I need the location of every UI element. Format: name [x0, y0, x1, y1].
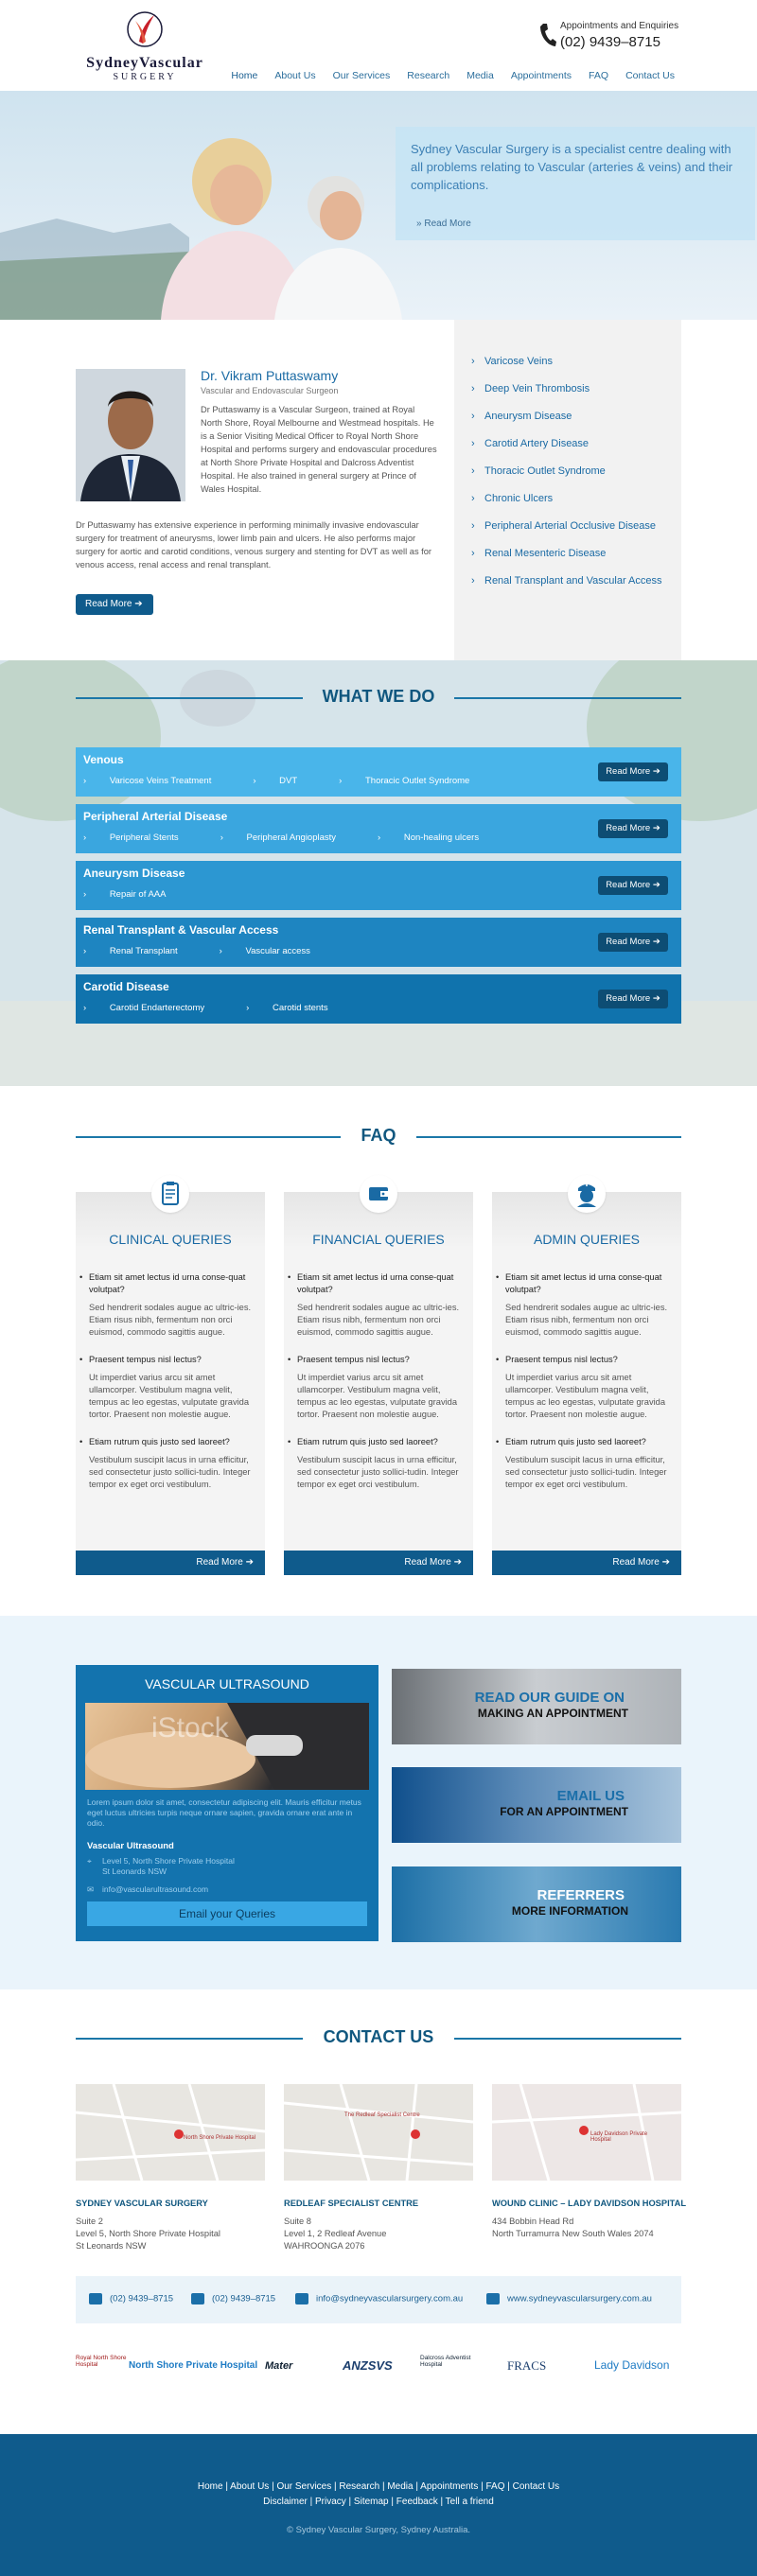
doctor-bio-1: Dr Puttaswamy is a Vascular Surgeon, trained at Royal North Shore, Royal Melbourne and Westmead hospitals. He is a Senior Visiting Medical Officer to Royal North Shore Hospital and performs surgery and endovascular procedures at North Shore Private Hospital and Dalcross Adventist Hospital. He also trained in general surgery at Prince of Wales Hospital. — [201, 405, 437, 494]
title-rule-left — [76, 1136, 341, 1138]
nav-our-services[interactable]: Our Services — [332, 70, 391, 81]
arrow-right-icon: ➔ — [650, 937, 660, 947]
condition-link[interactable]: › Deep Vein Thrombosis — [471, 383, 590, 394]
ultrasound-title: VASCULAR ULTRASOUND — [145, 1676, 309, 1691]
partner-logo: Royal North Shore Hospital — [76, 2355, 127, 2368]
promo-subtitle: MORE INFORMATION — [511, 1904, 628, 1918]
faq-question[interactable]: • Praesent tempus nisl lectus? — [505, 1354, 672, 1366]
faq-card-body — [297, 1271, 464, 1506]
site-header — [0, 0, 757, 91]
faq-card-body — [89, 1271, 255, 1506]
faq-answer: Sed hendrerit sodales augue ac ultric-ies. Etiam risus nibh, fermentum non orci euismod, commodo sagittis augue. — [505, 1303, 668, 1337]
service-read-more-button[interactable]: Read More ➔ — [598, 876, 668, 895]
title-rule-right — [454, 2038, 681, 2040]
phone-icon — [539, 23, 556, 47]
condition-link[interactable]: › Varicose Veins — [471, 356, 553, 367]
hero-intro-text: Sydney Vascular Surgery is a specialist centre dealing with all problems relating to Vascular (arteries & veins) and their complications. — [411, 142, 733, 192]
title-rule-left — [76, 697, 303, 699]
map-pin-icon — [579, 2126, 589, 2135]
condition-link[interactable]: › Renal Transplant and Vascular Access — [471, 575, 662, 587]
logo-mark-icon — [126, 9, 164, 49]
map-label: North Shore Private Hospital — [184, 2135, 256, 2141]
map-label: Lady Davidson Private Hospital — [590, 2131, 648, 2143]
title-rule-right — [454, 697, 681, 699]
arrow-right-icon: ➔ — [134, 599, 143, 609]
contact-website[interactable]: www.sydneyvascularsurgery.com.au — [486, 2293, 652, 2304]
location-address-line: Suite 8 — [284, 2217, 311, 2226]
location-address-line: St Leonards NSW — [76, 2241, 147, 2251]
istock-watermark: iStock — [151, 1712, 229, 1744]
faq-answer: Vestibulum suscipit lacus in urna efficitur, sed consectetur justo sollici-tudin. Integer tempor ex eget orci vestibulum. — [89, 1455, 251, 1489]
faq-answer: Sed hendrerit sodales augue ac ultric-ies. Etiam risus nibh, fermentum non orci euismod, commodo sagittis augue. — [297, 1303, 460, 1337]
phone-number[interactable]: (02) 9439–8715 — [560, 34, 660, 50]
map-pin-icon — [411, 2129, 420, 2139]
envelope-icon: ✉ — [87, 1884, 95, 1894]
logo-subtitle: SURGERY — [113, 72, 177, 82]
promo-subtitle: FOR AN APPOINTMENT — [500, 1805, 628, 1818]
copyright: © Sydney Vascular Surgery, Sydney Australia. — [286, 2525, 471, 2535]
nav-appointments[interactable]: Appointments — [510, 70, 572, 81]
faq-question[interactable]: • Etiam sit amet lectus id urna conse-quat volutpat? — [505, 1271, 672, 1296]
location-card — [492, 2198, 700, 2240]
contact-phone[interactable]: (02) 9439–8715 — [89, 2293, 173, 2304]
nav-home[interactable]: Home — [222, 66, 266, 93]
contact-section — [0, 1989, 757, 2434]
double-chevron-icon: » — [416, 219, 422, 229]
chevron-right-icon: › — [339, 776, 344, 786]
faq-card-title: ADMIN QUERIES — [533, 1232, 640, 1247]
hero-read-more-label: Read More — [424, 219, 471, 229]
contact-title: CONTACT US — [76, 2027, 681, 2047]
service-row — [76, 861, 681, 910]
hero-intro-box — [396, 127, 755, 240]
map-pin-icon — [174, 2129, 184, 2139]
wallet-icon — [360, 1175, 397, 1213]
doctor-read-more-label: Read More — [85, 599, 132, 609]
faq-answer: Vestibulum suscipit lacus in urna efficitur, sed consectetur justo sollici-tudin. Integer tempor ex eget orci vestibulum. — [505, 1455, 667, 1489]
partner-logo: North Shore Private Hospital — [129, 2360, 258, 2371]
arrow-right-icon: ➔ — [650, 880, 660, 890]
location-address-line: Suite 2 — [76, 2217, 103, 2226]
service-links — [83, 776, 511, 786]
location-address-line: WAHROONGA 2076 — [284, 2241, 365, 2251]
doctor-section — [0, 320, 757, 660]
doctor-photo — [76, 369, 185, 501]
main-nav — [222, 66, 683, 93]
location-card — [284, 2198, 492, 2252]
footer-links-secondary[interactable]: Disclaimer | Privacy | Sitemap | Feedback | Tell a friend — [263, 2497, 494, 2507]
faq-section — [0, 1086, 757, 1616]
service-read-more-button[interactable]: Read More ➔ — [598, 762, 668, 781]
chevron-right-icon: › — [471, 465, 475, 477]
condition-link[interactable]: › Renal Mesenteric Disease — [471, 548, 607, 559]
service-read-more-button[interactable]: Read More ➔ — [598, 933, 668, 952]
chevron-right-icon: › — [471, 520, 475, 532]
chevron-right-icon: › — [246, 1003, 252, 1013]
condition-link[interactable]: › Thoracic Outlet Syndrome — [471, 465, 606, 477]
chevron-right-icon: › — [83, 946, 89, 956]
faq-read-more-button[interactable]: Read More ➔ — [492, 1551, 681, 1575]
service-link[interactable]: › Varicose Veins Treatment — [83, 776, 212, 786]
service-title: Aneurysm Disease — [83, 867, 185, 880]
nav-research[interactable]: Research — [407, 70, 450, 81]
doctor-title: Vascular and Endovascular Surgeon — [201, 386, 339, 395]
promo-email-us[interactable] — [392, 1767, 681, 1843]
map-north-shore[interactable] — [76, 2084, 265, 2181]
link-icon — [486, 2293, 500, 2304]
phone-label: Appointments and Enquiries — [560, 21, 679, 31]
promo-title: READ OUR GUIDE ON — [474, 1690, 625, 1706]
footer-links[interactable] — [0, 2480, 757, 2510]
service-title: Venous — [83, 753, 124, 766]
location-card — [76, 2198, 284, 2252]
logo[interactable] — [74, 9, 216, 80]
service-title: Renal Transplant & Vascular Access — [83, 923, 279, 937]
ultrasound-address: ⌖ Level 5, North Shore Private Hospital St Leonards NSW — [87, 1856, 235, 1876]
chevron-right-icon: › — [471, 411, 475, 422]
arrow-right-icon: ➔ — [659, 1557, 670, 1568]
service-link[interactable]: › Carotid stents — [246, 1003, 328, 1013]
faq-question[interactable]: • Etiam sit amet lectus id urna conse-quat volutpat? — [89, 1271, 255, 1296]
chevron-right-icon: › — [253, 776, 259, 786]
service-link[interactable]: › Peripheral Stents — [83, 832, 179, 843]
partner-logo: Lady Davidson — [594, 2358, 670, 2372]
service-link[interactable]: › Vascular access — [219, 946, 310, 956]
chevron-right-icon: › — [378, 832, 383, 843]
partner-logo: FRACS — [507, 2358, 547, 2373]
chevron-right-icon: › — [471, 575, 475, 587]
arrow-right-icon: ➔ — [450, 1557, 462, 1568]
faq-read-more-button[interactable]: Read More ➔ — [76, 1551, 265, 1575]
promo-title: REFERRERS — [537, 1887, 625, 1903]
faq-card — [492, 1192, 681, 1575]
chevron-right-icon: › — [471, 356, 475, 367]
contact-bar — [76, 2276, 681, 2323]
title-rule-right — [416, 1136, 681, 1138]
ultrasound-description: Lorem ipsum dolor sit amet, consectetur adipiscing elit. Mauris efficitur metus eget luctus ultricies turpis neque ornare sapien, gravida ornare erat ante in odio. — [87, 1797, 361, 1828]
arrow-right-icon: ➔ — [242, 1557, 254, 1568]
faq-read-more-button[interactable]: Read More ➔ — [284, 1551, 473, 1575]
location-address-line: Level 5, North Shore Private Hospital — [76, 2229, 220, 2238]
service-link[interactable]: › DVT — [253, 776, 298, 786]
service-read-more-button[interactable]: Read More ➔ — [598, 819, 668, 838]
clipboard-icon — [151, 1175, 189, 1213]
faq-card — [284, 1192, 473, 1575]
service-links — [83, 832, 520, 843]
ultrasound-subtitle: Vascular Ultrasound — [87, 1841, 174, 1851]
chevron-right-icon: › — [471, 493, 475, 504]
contact-fax: (02) 9439–8715 — [191, 2293, 275, 2304]
doctor-read-more-button[interactable] — [76, 594, 153, 615]
faq-title: FAQ — [76, 1126, 681, 1146]
condition-link[interactable]: › Peripheral Arterial Occlusive Disease — [471, 520, 656, 532]
phone-icon — [89, 2293, 102, 2304]
faq-card-body — [505, 1271, 672, 1506]
chevron-right-icon: › — [219, 946, 225, 956]
doctor-bio-2: Dr Puttaswamy has extensive experience in performing minimally invasive endovascular surgery for treatment of aneurysms, lower limb pain and ulcers. He also performs major surgery for aortic and carotid conditions, venous surgery and stenting for DVT as well as for venous access, renal access and renal transplant. — [76, 520, 432, 570]
faq-question[interactable]: • Etiam rutrum quis justo sed laoreet? — [505, 1436, 672, 1448]
partner-logo: Mater — [265, 2360, 293, 2372]
service-row — [76, 918, 681, 967]
contact-email[interactable]: info@sydneyvascularsurgery.com.au — [295, 2293, 463, 2304]
nav-contact-us[interactable]: Contact Us — [625, 70, 675, 81]
faq-card-title: CLINICAL QUERIES — [109, 1232, 232, 1247]
chevron-right-icon: › — [83, 776, 89, 786]
condition-link[interactable]: › Chronic Ulcers — [471, 493, 554, 504]
chevron-right-icon: › — [471, 383, 475, 394]
map-label: The Redleaf Specialist Centre — [344, 2112, 420, 2118]
hero-read-more-link[interactable] — [416, 219, 471, 229]
service-link[interactable]: › Peripheral Angioplasty — [220, 832, 337, 843]
location-name: SYDNEY VASCULAR SURGERY — [76, 2199, 208, 2208]
faq-question[interactable]: • Etiam sit amet lectus id urna conse-quat volutpat? — [297, 1271, 464, 1296]
location-address-line: 434 Bobbin Head Rd — [492, 2217, 574, 2226]
faq-answer: Ut imperdiet varius arcu sit amet ullamcorper. Vestibulum magna velit, tempus ac leo egestas, vulputate gravida tortor. Praesent non molestie augue. — [297, 1373, 457, 1419]
envelope-icon — [295, 2293, 308, 2304]
conditions-list — [454, 320, 681, 660]
service-link[interactable]: › Carotid Endarterectomy — [83, 1003, 205, 1013]
location-name: WOUND CLINIC – LADY DAVIDSON HOSPITAL — [492, 2199, 687, 2208]
ultrasound-section — [0, 1616, 757, 1989]
partner-logos — [76, 2347, 681, 2394]
printer-icon — [191, 2293, 204, 2304]
nav-media[interactable]: Media — [467, 70, 494, 81]
nurse-icon — [568, 1175, 606, 1213]
doctor-name: Dr. Vikram Puttaswamy — [201, 368, 339, 383]
service-links — [83, 1003, 370, 1013]
promo-referrers[interactable] — [392, 1866, 681, 1942]
what-we-do-section — [0, 660, 757, 1086]
service-links — [83, 946, 352, 956]
service-link[interactable]: › Repair of AAA — [83, 889, 167, 900]
hero-banner — [0, 91, 757, 320]
partner-logo: ANZSVS — [343, 2358, 393, 2373]
service-title: Peripheral Arterial Disease — [83, 810, 228, 823]
arrow-right-icon: ➔ — [650, 823, 660, 833]
chevron-right-icon: › — [471, 548, 475, 559]
footer-links-primary[interactable]: Home | About Us | Our Services | Research | Media | Appointments | FAQ | Contact Us — [197, 2481, 560, 2492]
partner-logo: Dalcross Adventist Hospital — [420, 2355, 471, 2368]
chevron-right-icon: › — [220, 832, 226, 843]
ultrasound-card — [76, 1665, 378, 1941]
service-read-more-button[interactable]: Read More ➔ — [598, 990, 668, 1008]
service-links — [83, 889, 207, 900]
location-address-line: North Turramurra New South Wales 2074 — [492, 2229, 654, 2238]
faq-card — [76, 1192, 265, 1575]
service-link[interactable]: › Renal Transplant — [83, 946, 178, 956]
location-address-line: Level 1, 2 Redleaf Avenue — [284, 2229, 387, 2238]
map-pin-icon: ⌖ — [87, 1856, 92, 1866]
faq-answer: Ut imperdiet varius arcu sit amet ullamcorper. Vestibulum magna velit, tempus ac leo egestas, vulputate gravida tortor. Praesent non molestie augue. — [505, 1373, 665, 1419]
phone-block — [539, 19, 681, 57]
service-row — [76, 747, 681, 797]
faq-question[interactable]: • Praesent tempus nisl lectus? — [297, 1354, 464, 1366]
condition-link[interactable]: › Aneurysm Disease — [471, 411, 572, 422]
map-redleaf[interactable] — [284, 2084, 473, 2181]
promo-appointment-guide[interactable] — [392, 1669, 681, 1744]
service-row — [76, 974, 681, 1024]
logo-name: SydneyVascular — [86, 55, 203, 71]
faq-answer: Vestibulum suscipit lacus in urna efficitur, sed consectetur justo sollici-tudin. Integer tempor ex eget orci vestibulum. — [297, 1455, 459, 1489]
nav-about-us[interactable]: About Us — [274, 70, 316, 81]
faq-question[interactable]: • Etiam rutrum quis justo sed laoreet? — [297, 1436, 464, 1448]
faq-question[interactable]: • Praesent tempus nisl lectus? — [89, 1354, 255, 1366]
condition-link[interactable]: › Carotid Artery Disease — [471, 438, 590, 449]
arrow-right-icon: ➔ — [650, 766, 660, 777]
promo-subtitle: MAKING AN APPOINTMENT — [477, 1707, 628, 1720]
what-we-do-title: WHAT WE DO — [76, 687, 681, 707]
service-link[interactable]: › Thoracic Outlet Syndrome — [339, 776, 470, 786]
location-name: REDLEAF SPECIALIST CENTRE — [284, 2199, 419, 2208]
faq-answer: Sed hendrerit sodales augue ac ultric-ies. Etiam risus nibh, fermentum non orci euismod, commodo sagittis augue. — [89, 1303, 252, 1337]
ultrasound-email[interactable]: ✉ info@vascularultrasound.com — [87, 1884, 209, 1894]
title-rule-left — [76, 2038, 303, 2040]
service-link[interactable]: › Non-healing ulcers — [378, 832, 480, 843]
promo-title: EMAIL US — [556, 1788, 625, 1804]
nav-faq[interactable]: FAQ — [589, 70, 609, 81]
arrow-right-icon: ➔ — [650, 993, 660, 1004]
ultrasound-image — [85, 1703, 369, 1790]
faq-question[interactable]: • Etiam rutrum quis justo sed laoreet? — [89, 1436, 255, 1448]
map-lady-davidson[interactable] — [492, 2084, 681, 2181]
chevron-right-icon: › — [83, 1003, 89, 1013]
chevron-right-icon: › — [83, 832, 89, 843]
service-row — [76, 804, 681, 853]
site-footer — [0, 2434, 757, 2576]
service-title: Carotid Disease — [83, 980, 169, 993]
chevron-right-icon: › — [83, 889, 89, 900]
chevron-right-icon: › — [471, 438, 475, 449]
faq-card-title: FINANCIAL QUERIES — [312, 1232, 445, 1247]
email-queries-button[interactable]: Email your Queries — [87, 1901, 367, 1926]
faq-answer: Ut imperdiet varius arcu sit amet ullamcorper. Vestibulum magna velit, tempus ac leo egestas, vulputate gravida tortor. Praesent non molestie augue. — [89, 1373, 249, 1419]
